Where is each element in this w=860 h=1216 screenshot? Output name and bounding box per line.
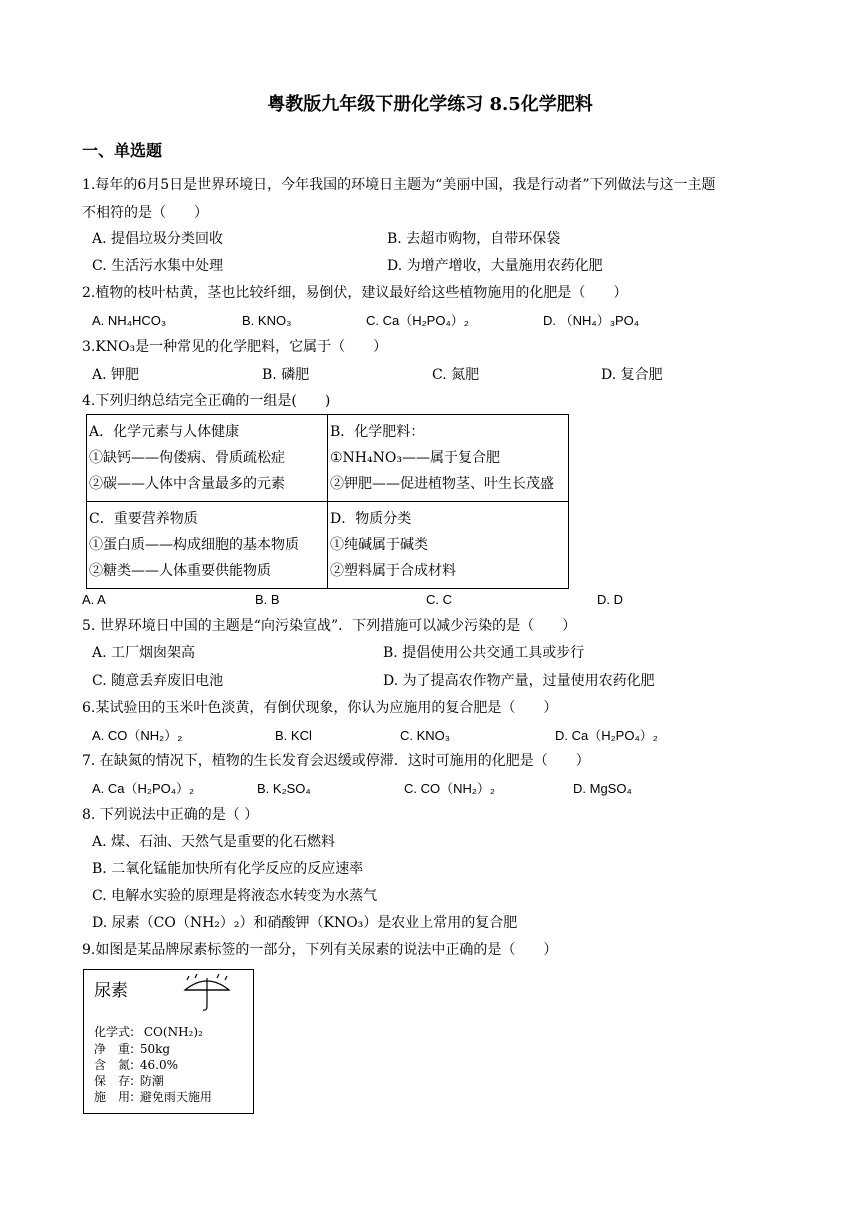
urea-label-formula-value: CO(NH₂)₂ (143, 1025, 203, 1039)
urea-label-image (83, 969, 254, 1114)
q8-option-d: D. 尿素（CO（NH₂）₂）和硝酸钾（KNO₃）是农业上常用的复合肥 (92, 915, 518, 931)
q6-option-a: A. CO（NH₂）₂ (92, 728, 183, 743)
q1-option-d: D. 为增产增收，大量施用农药化肥 (387, 258, 603, 274)
q1-stem-line2: 不相符的是（ ） (82, 205, 208, 221)
urea-label-nitrogen-value: 46.0% (139, 1058, 178, 1072)
q2-stem: 2.植物的枝叶枯黄，茎也比较纤细，易倒伏，建议最好给这些植物施用的化肥是（ ） (82, 285, 628, 301)
q8-option-a: A. 煤、石油、天然气是重要的化石燃料 (92, 834, 336, 850)
q4-cell-a (87, 415, 328, 502)
q6-stem: 6.某试验田的玉米叶色淡黄，有倒伏现象，你认为应施用的复合肥是（ ） (82, 700, 558, 716)
q5-stem: 5. 世界环境日中国的主题是“向污染宣战”．下列措施可以减少污染的是（ ） (82, 618, 577, 634)
q6-option-d: D. Ca（H₂PO₄）₂ (555, 728, 658, 743)
q4-cell-d (328, 502, 569, 589)
q7-option-d: D. MgSO₄ (573, 781, 632, 796)
q2-option-a: A. NH₄HCO₃ (92, 313, 167, 328)
q1-option-a: A. 提倡垃圾分类回收 (92, 231, 224, 247)
q4-cell-a-head: A．化学元素与人体健康 (89, 424, 240, 440)
q1-option-b: B. 去超市购物，自带环保袋 (387, 231, 561, 247)
q7-option-a: A. Ca（H₂PO₄）₂ (92, 781, 195, 796)
q4-cell-b-item1: ①NH₄NO₃——属于复合肥 (330, 450, 500, 466)
keep-dry-umbrella-icon (179, 974, 235, 1014)
q1-stem-line1: 1.每年的6月5日是世界环境日，今年我国的环境日主题为“美丽中国，我是行动者”下列做法与这一主题 (82, 177, 716, 193)
q3-option-c: C. 氮肥 (432, 367, 480, 383)
q4-cell-a-item1: ①缺钙——佝偻病、骨质疏松症 (89, 450, 285, 466)
q4-cell-d-item1: ①纯碱属于碱类 (330, 537, 428, 553)
q4-option-c: C. C (426, 592, 452, 607)
q5-option-a: A. 工厂烟囱架高 (92, 645, 196, 661)
q4-cell-b-head: B．化学肥料： (330, 424, 425, 440)
urea-label-usage-row (94, 1089, 212, 1105)
q7-option-c: C. CO（NH₂）₂ (404, 781, 495, 796)
q6-option-b: B. KCl (275, 728, 312, 743)
q2-option-b: B. KNO₃ (242, 313, 292, 328)
q4-cell-c-item2: ②糖类——人体重要供能物质 (89, 563, 271, 579)
urea-label-storage-key: 保 存: (94, 1074, 135, 1088)
urea-label-weight-row (94, 1041, 170, 1057)
q2-option-d: D. （NH₄）₃PO₄ (543, 313, 640, 328)
q3-option-d: D. 复合肥 (601, 367, 663, 383)
urea-label-formula-key: 化学式: (94, 1025, 135, 1039)
q4-cell-b-item2: ②钾肥——促进植物茎、叶生长茂盛 (330, 476, 554, 492)
urea-label-usage-key: 施 用: (94, 1090, 135, 1104)
q3-option-b: B. 磷肥 (262, 367, 310, 383)
q5-option-b: B. 提倡使用公共交通工具或步行 (383, 645, 585, 661)
q3-option-a: A. 钾肥 (92, 367, 140, 383)
q5-option-d: D. 为了提高农作物产量，过量使用农药化肥 (383, 673, 655, 689)
q4-cell-a-item2: ②碳——人体中含量最多的元素 (89, 476, 285, 492)
q4-table (86, 414, 569, 589)
q6-option-c: C. KNO₃ (400, 728, 451, 743)
q4-cell-c-item1: ①蛋白质——构成细胞的基本物质 (89, 537, 299, 553)
q4-cell-b (328, 415, 569, 502)
urea-label-name: 尿素 (94, 981, 128, 1001)
urea-label-weight-value: 50kg (139, 1042, 171, 1056)
q4-cell-d-item2: ②塑料属于合成材料 (330, 563, 456, 579)
q4-option-a: A. A (82, 592, 106, 607)
q4-stem: 4.下列归纳总结完全正确的一组是( ) (82, 393, 331, 409)
page-title: 粤教版九年级下册化学练习 8.5化学肥料 (267, 94, 593, 115)
section-heading: 一、单选题 (82, 141, 163, 160)
q7-stem: 7. 在缺氮的情况下，植物的生长发育会迟缓或停滞．这时可施用的化肥是（ ） (82, 753, 590, 769)
q4-cell-c (87, 502, 328, 589)
q4-option-b: B. B (255, 592, 280, 607)
urea-label-nitrogen-row (94, 1057, 178, 1073)
q4-cell-d-head: D．物质分类 (330, 511, 412, 527)
urea-label-storage-value: 防潮 (139, 1074, 164, 1088)
urea-label-usage-value: 避免雨天施用 (139, 1090, 212, 1104)
q4-cell-c-head: C．重要营养物质 (89, 511, 198, 527)
q7-option-b: B. K₂SO₄ (257, 781, 311, 796)
urea-label-storage-row (94, 1073, 164, 1089)
q5-option-c: C. 随意丢弃废旧电池 (92, 673, 224, 689)
urea-label-nitrogen-key: 含 氮: (94, 1058, 135, 1072)
urea-label-formula-row (94, 1024, 203, 1040)
q9-stem: 9.如图是某品牌尿素标签的一部分，下列有关尿素的说法中正确的是（ ） (82, 942, 558, 958)
q3-stem: 3.KNO₃是一种常见的化学肥料，它属于（ ） (82, 339, 388, 355)
urea-label-weight-key: 净 重: (94, 1042, 135, 1056)
q8-option-c: C. 电解水实验的原理是将液态水转变为水蒸气 (92, 888, 378, 904)
q1-option-c: C. 生活污水集中处理 (92, 258, 224, 274)
q8-stem: 8. 下列说法中正确的是（ ） (82, 807, 259, 823)
q8-option-b: B. 二氧化锰能加快所有化学反应的反应速率 (92, 861, 364, 877)
q4-option-d: D. D (597, 592, 623, 607)
q2-option-c: C. Ca（H₂PO₄）₂ (366, 313, 469, 328)
